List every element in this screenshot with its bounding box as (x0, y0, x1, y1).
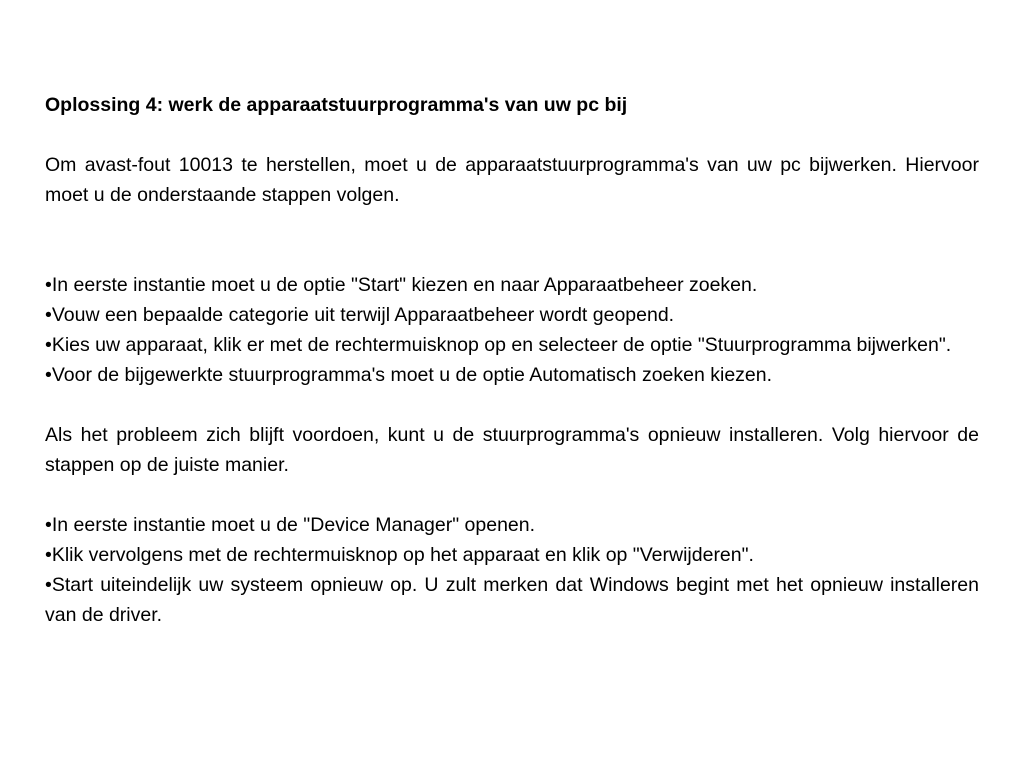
update-step-item (45, 330, 979, 360)
reinstall-steps-list (45, 510, 979, 630)
update-step-text: Vouw een bepaalde categorie uit terwijl Apparaatbeheer wordt geopend. (51, 304, 675, 326)
section-heading: Oplossing 4: werk de apparaatstuurprogramma's van uw pc bij (45, 94, 628, 116)
bullet-icon: • (45, 304, 52, 326)
reinstall-step-text: Start uiteindelijk uw systeem opnieuw op. U zult merken dat Windows begint met het opnieuw installeren van de driver. (45, 574, 979, 626)
update-step-item (45, 300, 979, 330)
bullet-icon: • (45, 514, 52, 536)
reinstall-paragraph: Als het probleem zich blijft voordoen, kunt u de stuurprogramma's opnieuw installeren. Volg hiervoor de stappen op de juiste manier. (45, 424, 979, 476)
spacer (45, 480, 979, 510)
update-step-item (45, 360, 979, 390)
update-step-text: In eerste instantie moet u de optie "Start" kiezen en naar Apparaatbeheer zoeken. (51, 274, 758, 296)
reinstall-step-item (45, 540, 979, 570)
update-step-text: Voor de bijgewerkte stuurprogramma's moet u de optie Automatisch zoeken kiezen. (51, 364, 773, 386)
reinstall-step-text: Klik vervolgens met de rechtermuisknop op het apparaat en klik op "Verwijderen". (51, 544, 754, 566)
reinstall-step-item (45, 570, 979, 630)
update-step-item (45, 270, 979, 300)
bullet-icon: • (45, 274, 52, 296)
reinstall-step-item (45, 510, 979, 540)
bullet-icon: • (45, 574, 52, 596)
reinstall-step-text: In eerste instantie moet u de "Device Manager" openen. (51, 514, 536, 536)
intro-paragraph: Om avast-fout 10013 te herstellen, moet u de apparaatstuurprogramma's van uw pc bijwerken. Hiervoor moet u de onderstaande stappen volgen. (45, 154, 979, 206)
slide-content (45, 90, 979, 630)
bullet-icon: • (45, 364, 52, 386)
update-steps-list (45, 270, 979, 390)
bullet-icon: • (45, 544, 52, 566)
spacer (45, 210, 979, 270)
update-step-text: Kies uw apparaat, klik er met de rechtermuisknop op en selecteer de optie "Stuurprogramma bijwerken". (51, 334, 952, 356)
spacer (45, 390, 979, 420)
bullet-icon: • (45, 334, 52, 356)
